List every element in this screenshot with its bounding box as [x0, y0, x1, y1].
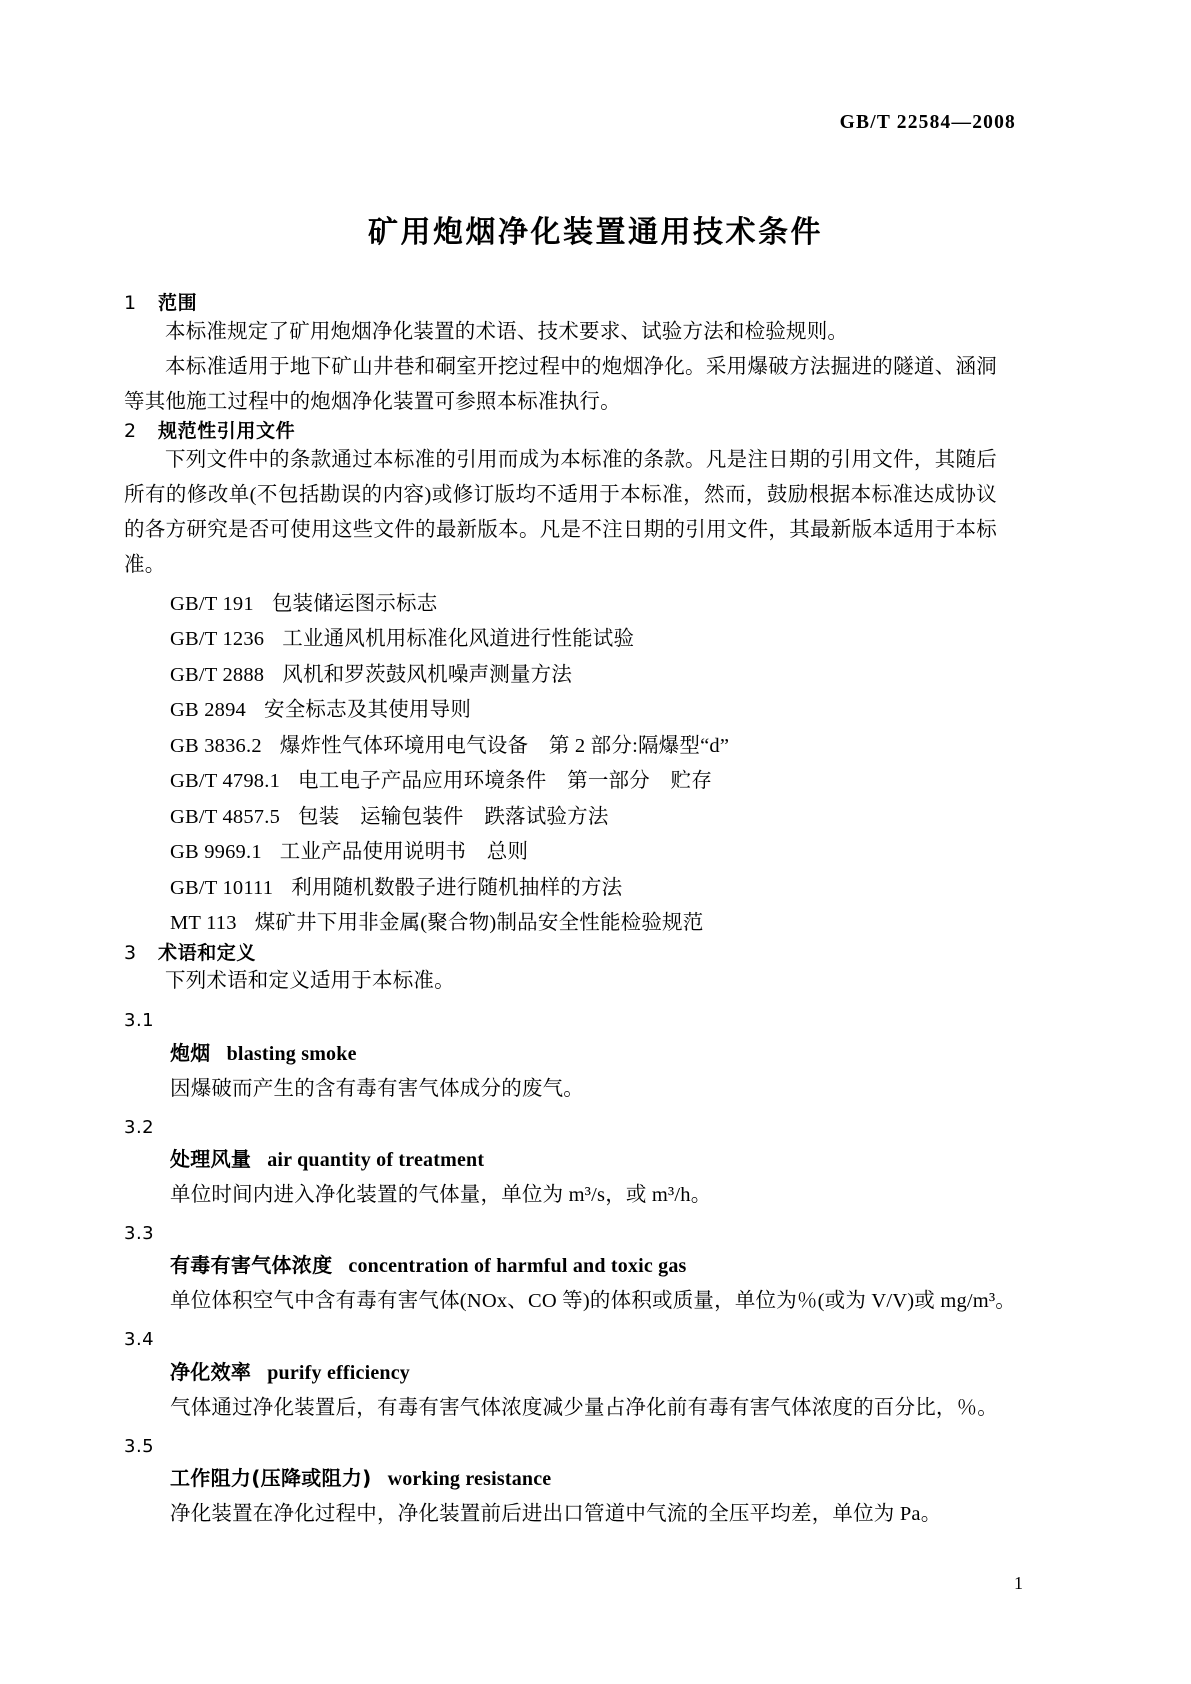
list-item — [124, 800, 997, 836]
term-name-en: working resistance — [387, 1467, 552, 1490]
section-1-number: 1 — [124, 292, 137, 314]
term-entry — [124, 1009, 997, 1105]
term-name-cn: 处理风量 — [170, 1146, 252, 1171]
term-name — [124, 1250, 997, 1282]
section-3-paragraph-1: 下列术语和定义适用于本标准。 — [165, 970, 455, 993]
reference-code: GB/T 191 — [170, 592, 254, 615]
term-definition: 因爆破而产生的含有毒有害气体成分的废气。 — [170, 1077, 584, 1100]
term-definition: 净化装置在净化过程中，净化装置前后进出口管道中气流的全压平均差，单位为 Pa。 — [170, 1502, 942, 1525]
term-number: 3.2 — [124, 1116, 155, 1138]
section-1-paragraph-1: 本标准规定了矿用炮烟净化装置的术语、技术要求、试验方法和检验规则。 — [165, 320, 849, 343]
document-title: 矿用炮烟净化装置通用技术条件 — [368, 215, 823, 250]
term-name-en: air quantity of treatment — [267, 1148, 485, 1171]
term-number: 3.5 — [124, 1435, 155, 1457]
term-name — [124, 1463, 997, 1495]
section-2-paragraph-1: 下列文件中的条款通过本标准的引用而成为本标准的条款。凡是注日期的引用文件，其随后所有的修改单(不包括勘误的内容)或修订版均不适用于本标准，然而，鼓励根据本标准达成协议的各方研究是否可使用这些文件的最新版本。凡是不注日期的引用文件，其最新版本适用于本标准。 — [124, 448, 997, 576]
reference-title: 爆炸性气体环境用电气设备 第 2 部分:隔爆型“d” — [279, 734, 730, 757]
reference-code: GB/T 10111 — [170, 876, 274, 899]
reference-title: 包装储运图示标志 — [271, 592, 438, 615]
term-entry — [124, 1435, 997, 1531]
list-item — [124, 835, 997, 871]
running-header-standard-code: GB/T 22584—2008 — [839, 112, 1016, 133]
term-name-en: purify efficiency — [267, 1361, 411, 1384]
page-number: 1 — [1014, 1573, 1023, 1593]
reference-code: GB/T 1236 — [170, 628, 265, 651]
reference-title: 工业通风机用标准化风道进行性能试验 — [282, 628, 635, 651]
reference-title: 利用随机数骰子进行随机抽样的方法 — [291, 876, 623, 899]
document-body — [124, 292, 1017, 1531]
term-definition: 气体通过净化装置后，有毒有害气体浓度减少量占净化前有毒有害气体浓度的百分比，％。 — [170, 1396, 998, 1419]
list-item — [124, 906, 997, 942]
list-item — [124, 693, 997, 729]
term-name-cn: 净化效率 — [170, 1359, 252, 1384]
term-entry — [124, 1116, 997, 1212]
reference-code: GB/T 2888 — [170, 663, 265, 686]
section-2-number: 2 — [124, 419, 137, 442]
section-2-heading — [124, 420, 997, 443]
list-item — [124, 871, 997, 907]
term-number: 3.1 — [124, 1010, 155, 1032]
reference-code: GB/T 4798.1 — [170, 770, 281, 793]
section-2-title: 规范性引用文件 — [158, 419, 296, 442]
term-number: 3.3 — [124, 1222, 155, 1244]
reference-title: 风机和罗茨鼓风机噪声测量方法 — [282, 663, 573, 686]
term-definition: 单位体积空气中含有毒有害气体(NOx、CO 等)的体积或质量，单位为％(或为 V/V)或 mg/m³。 — [170, 1290, 1017, 1313]
reference-code: GB 2894 — [170, 699, 247, 722]
term-number: 3.4 — [124, 1329, 155, 1351]
reference-title: 包装 运输包装件 跌落试验方法 — [298, 805, 609, 828]
term-name-en: blasting smoke — [226, 1042, 357, 1065]
list-item — [124, 587, 997, 623]
reference-title: 煤矿井下用非金属(聚合物)制品安全性能检验规范 — [254, 912, 704, 935]
section-3-title: 术语和定义 — [158, 941, 257, 964]
reference-code: GB 3836.2 — [170, 734, 262, 757]
reference-title: 工业产品使用说明书 总则 — [279, 841, 529, 864]
term-name — [124, 1144, 997, 1176]
section-1-paragraph-2: 本标准适用于地下矿山井巷和硐室开挖过程中的炮烟净化。采用爆破方法掘进的隧道、涵洞等其他施工过程中的炮烟净化装置可参照本标准执行。 — [124, 355, 997, 413]
list-item — [124, 622, 997, 658]
reference-title: 安全标志及其使用导则 — [264, 699, 472, 722]
term-entry — [124, 1328, 997, 1424]
list-item — [124, 764, 997, 800]
term-name-en: concentration of harmful and toxic gas — [348, 1255, 687, 1278]
section-1-heading — [124, 292, 997, 315]
normative-reference-list — [124, 587, 997, 942]
term-entry — [124, 1222, 1017, 1318]
term-name — [124, 1038, 997, 1070]
term-name — [124, 1357, 997, 1389]
section-1-title: 范围 — [158, 292, 198, 314]
term-name-cn: 工作阻力(压降或阻力) — [170, 1465, 372, 1490]
reference-code: GB 9969.1 — [170, 841, 262, 864]
section-3-heading — [124, 942, 997, 965]
list-item — [124, 729, 997, 765]
list-item — [124, 658, 997, 694]
reference-title: 电工电子产品应用环境条件 第一部分 贮存 — [298, 770, 713, 793]
term-definition: 单位时间内进入净化装置的气体量，单位为 m³/s，或 m³/h。 — [170, 1183, 712, 1206]
term-name-cn: 有毒有害气体浓度 — [170, 1253, 333, 1278]
reference-code: MT 113 — [170, 912, 237, 935]
term-name-cn: 炮烟 — [170, 1040, 211, 1065]
section-3-number: 3 — [124, 941, 137, 964]
reference-code: GB/T 4857.5 — [170, 805, 281, 828]
